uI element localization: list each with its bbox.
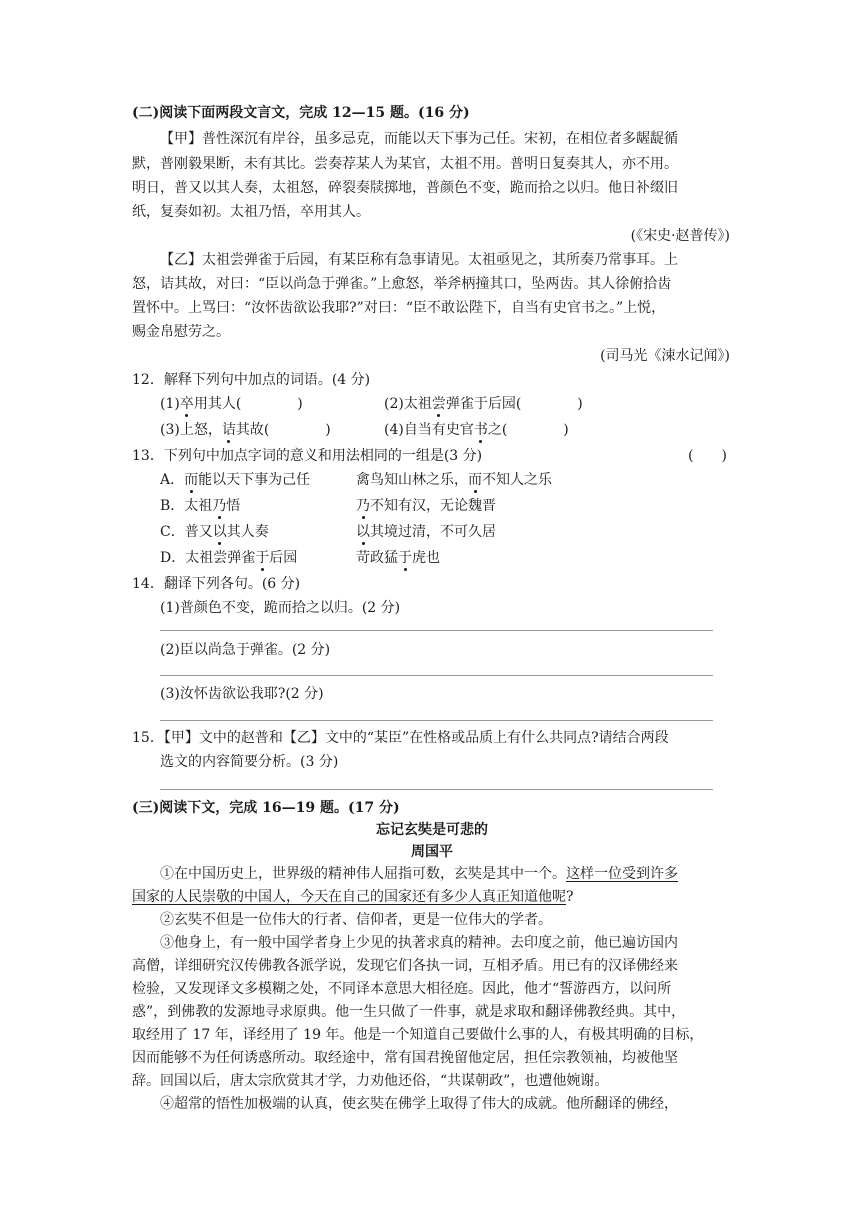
q13-option-b-right (356, 496, 496, 516)
paragraph-4-line-1: ④超常的悟性加极端的认真，使玄奘在佛学上取得了伟大的成就。他所翻译的佛经， (160, 1096, 678, 1112)
passage-yi-line-4: 赐金帛慰劳之。 (132, 324, 230, 340)
q13-answer-paren: ( ) (688, 448, 727, 464)
paragraph-3-line-5: 取经用了 17 年，译经用了 19 年。他是一个知道自己要做什么事的人，有极其明确的目标， (132, 1027, 704, 1043)
q12-item-2-dotted: 尝 (431, 396, 446, 412)
q13-c-left-pre: C．普又 (160, 524, 213, 540)
passage-jia-line-2: 默，普刚毅果断，未有其比。尝奏荐某人为某官，太祖不用。普明日复奏其人，亦不用。 (132, 156, 678, 172)
q13-d-left-dotted: 于 (255, 550, 270, 566)
paragraph-1-line-1 (160, 864, 678, 884)
q13-d-right-pre: 苛政猛 (356, 550, 398, 566)
q14-sentence-3: (3)汝怀齿欲讼我耶?(2 分) (160, 686, 324, 702)
q13-option-c-right (356, 522, 496, 542)
q13-b-left-pre: B．太祖 (160, 498, 213, 514)
passage-yi-source: (司马光《涑水记闻》) (600, 348, 730, 364)
paragraph-1-underlined-end: 国家的人民崇敬的中国人，今天在自己的国家还有多少人真正知道他呢 (132, 889, 566, 905)
q13-d-left-pre: D．太祖尝弹雀 (160, 550, 256, 566)
passage-yi-line-1: 【乙】太祖尝弹雀于后园，有某臣称有急事请见。太祖亟见之，其所奏乃常事耳。上 (160, 252, 678, 268)
paragraph-1-text: ①在中国历史上，世界级的精神伟人屈指可数，玄奘是其中一个。 (160, 866, 566, 882)
q12-item-2-post: 弹雀于后园( ) (445, 396, 583, 412)
paragraph-3-line-6: 因而能够不为任何诱惑所动。取经途中，常有国君挽留他定居，担任宗教领袖，均被他坚 (132, 1050, 678, 1066)
q12-item-4-pre: (4)自当有史官 (384, 422, 474, 438)
q14-sentence-1: (1)普颜色不变，跪而拾之以归。(2 分) (160, 600, 401, 616)
q14-sentence-2: (2)臣以尚急于弹雀。(2 分) (160, 642, 331, 658)
q13-a-right-post: 不知人之乐 (482, 472, 552, 488)
q13-a-left-post: 能以天下事为己任 (198, 472, 311, 488)
q12-stem: 12．解释下列句中加点的词语。(4 分) (132, 372, 371, 388)
passage-jia-line-4: 纸，复奏如初。太祖乃悟，卒用其人。 (132, 204, 370, 220)
q13-c-left-post: 其人奏 (226, 524, 269, 540)
q13-option-d-left (160, 548, 297, 568)
q12-item-3-post: 其故( ) (235, 422, 331, 438)
q13-b-left-post: 悟 (226, 498, 241, 514)
q12-item-3-dotted: 诘 (221, 422, 236, 438)
passage-jia-line-1: 【甲】普性深沉有岸谷，虽多忌克，而能以天下事为己任。宋初，在相位者多龌龊循 (160, 131, 678, 147)
q14-answer-line-2 (160, 675, 713, 676)
section-3-heading: (三)阅读下文，完成 16—19 题。(17 分) (132, 800, 400, 816)
paragraph-1-question-mark: ? (566, 889, 574, 905)
q13-b-left-dotted: 乃 (212, 498, 227, 514)
article-author: 周国平 (411, 844, 453, 860)
passage-jia-line-3: 明日，普又以其人奏，太祖怒，碎裂奏牍掷地，普颜色不变，跪而拾之以归。他日补缀旧 (132, 180, 678, 196)
paragraph-3-line-3: 检验，又发现译文多模糊之处，不同译本意思大相径庭。因此，他才“誓游西方，以问所 (132, 981, 672, 997)
paragraph-1-line-2 (132, 887, 574, 907)
q13-d-right-dotted: 于 (398, 550, 412, 566)
q13-a-right-pre: 禽鸟知山林之乐， (356, 472, 468, 488)
q13-option-d-right (356, 548, 440, 568)
q13-c-right-dotted: 以 (356, 524, 370, 540)
q12-item-3-pre: (3)上怒， (160, 422, 222, 438)
paragraph-2: ②玄奘不但是一位伟大的行者、信仰者，更是一位伟大的学者。 (160, 912, 552, 928)
q12-item-2-pre: (2)太祖 (384, 396, 432, 412)
section-2-heading: (二)阅读下面两段文言文，完成 12—15 题。(16 分) (132, 105, 470, 121)
q13-a-left-pre: A． (160, 472, 185, 488)
q13-c-right-post: 其境过清，不可久居 (370, 524, 496, 540)
q12-item-3 (160, 420, 331, 440)
q15-line-2: 选文的内容简要分析。(3 分) (160, 754, 339, 770)
q13-c-left-dotted: 以 (212, 524, 227, 540)
paragraph-3-line-4: 惑”，到佛教的发源地寻求原典。他一生只做了一件事，就是求取和翻译佛教经典。其中， (132, 1004, 686, 1020)
q13-stem: 13．下列句中加点字词的意义和用法相同的一组是(3 分) (132, 448, 483, 464)
q12-item-4-post: 之( ) (487, 422, 569, 438)
paragraph-3-line-1: ③他身上，有一般中国学者身上少见的执著求真的精神。去印度之前，他已遍访国内 (160, 935, 678, 951)
passage-jia-source: (《宋史·赵普传》) (630, 228, 730, 244)
q13-option-b-left (160, 496, 240, 516)
article-title: 忘记玄奘是可悲的 (376, 822, 488, 838)
paragraph-3-line-7: 辞。回国以后，唐太宗欣赏其才学，力劝他还俗，“共谋朝政”，也遭他婉谢。 (132, 1073, 609, 1089)
q13-a-right-dotted: 而 (468, 472, 482, 488)
q12-item-1-pre: (1) (160, 396, 180, 412)
q13-d-left-post: 后园 (269, 550, 298, 566)
q14-answer-line-1 (160, 630, 713, 631)
q12-item-1-post: 用其人( ) (193, 396, 303, 412)
q13-option-c-left (160, 522, 269, 542)
q13-a-left-dotted: 而 (184, 472, 199, 488)
q13-option-a-right (356, 470, 552, 490)
passage-yi-line-3: 置怀中。上骂曰：“汝怀齿欲讼我耶?”对曰：“臣不敢讼陛下，自当有史官书之。”上悦， (132, 300, 666, 316)
q14-answer-line-3 (160, 720, 713, 721)
q13-d-right-post: 虎也 (412, 550, 440, 566)
q12-item-1-dotted: 卒 (179, 396, 194, 412)
paragraph-3-line-2: 高僧，详细研究汉传佛教各派学说，发现它们各执一词，互相矛盾。用已有的汉译佛经来 (132, 958, 678, 974)
q15-answer-line (160, 789, 713, 790)
q15-line-1: 15．【甲】文中的赵普和【乙】文中的“某臣”在性格或品质上有什么共同点?请结合两段 (132, 730, 669, 746)
q13-option-a-left (160, 470, 310, 490)
q12-item-4 (384, 420, 569, 440)
q12-item-4-dotted: 书 (473, 422, 488, 438)
q13-b-right-dotted: 乃 (356, 498, 370, 514)
q12-item-1 (160, 394, 303, 414)
q13-b-right-post: 不知有汉，无论魏晋 (370, 498, 496, 514)
q14-stem: 14．翻译下列各句。(6 分) (132, 576, 301, 592)
paragraph-1-underlined-start: 这样一位受到许多 (566, 866, 678, 882)
passage-yi-line-2: 怒，诘其故，对曰：“臣以尚急于弹雀。”上愈怒，举斧柄撞其口，坠两齿。其人徐俯拾齿 (132, 276, 672, 292)
q12-item-2 (384, 394, 583, 414)
